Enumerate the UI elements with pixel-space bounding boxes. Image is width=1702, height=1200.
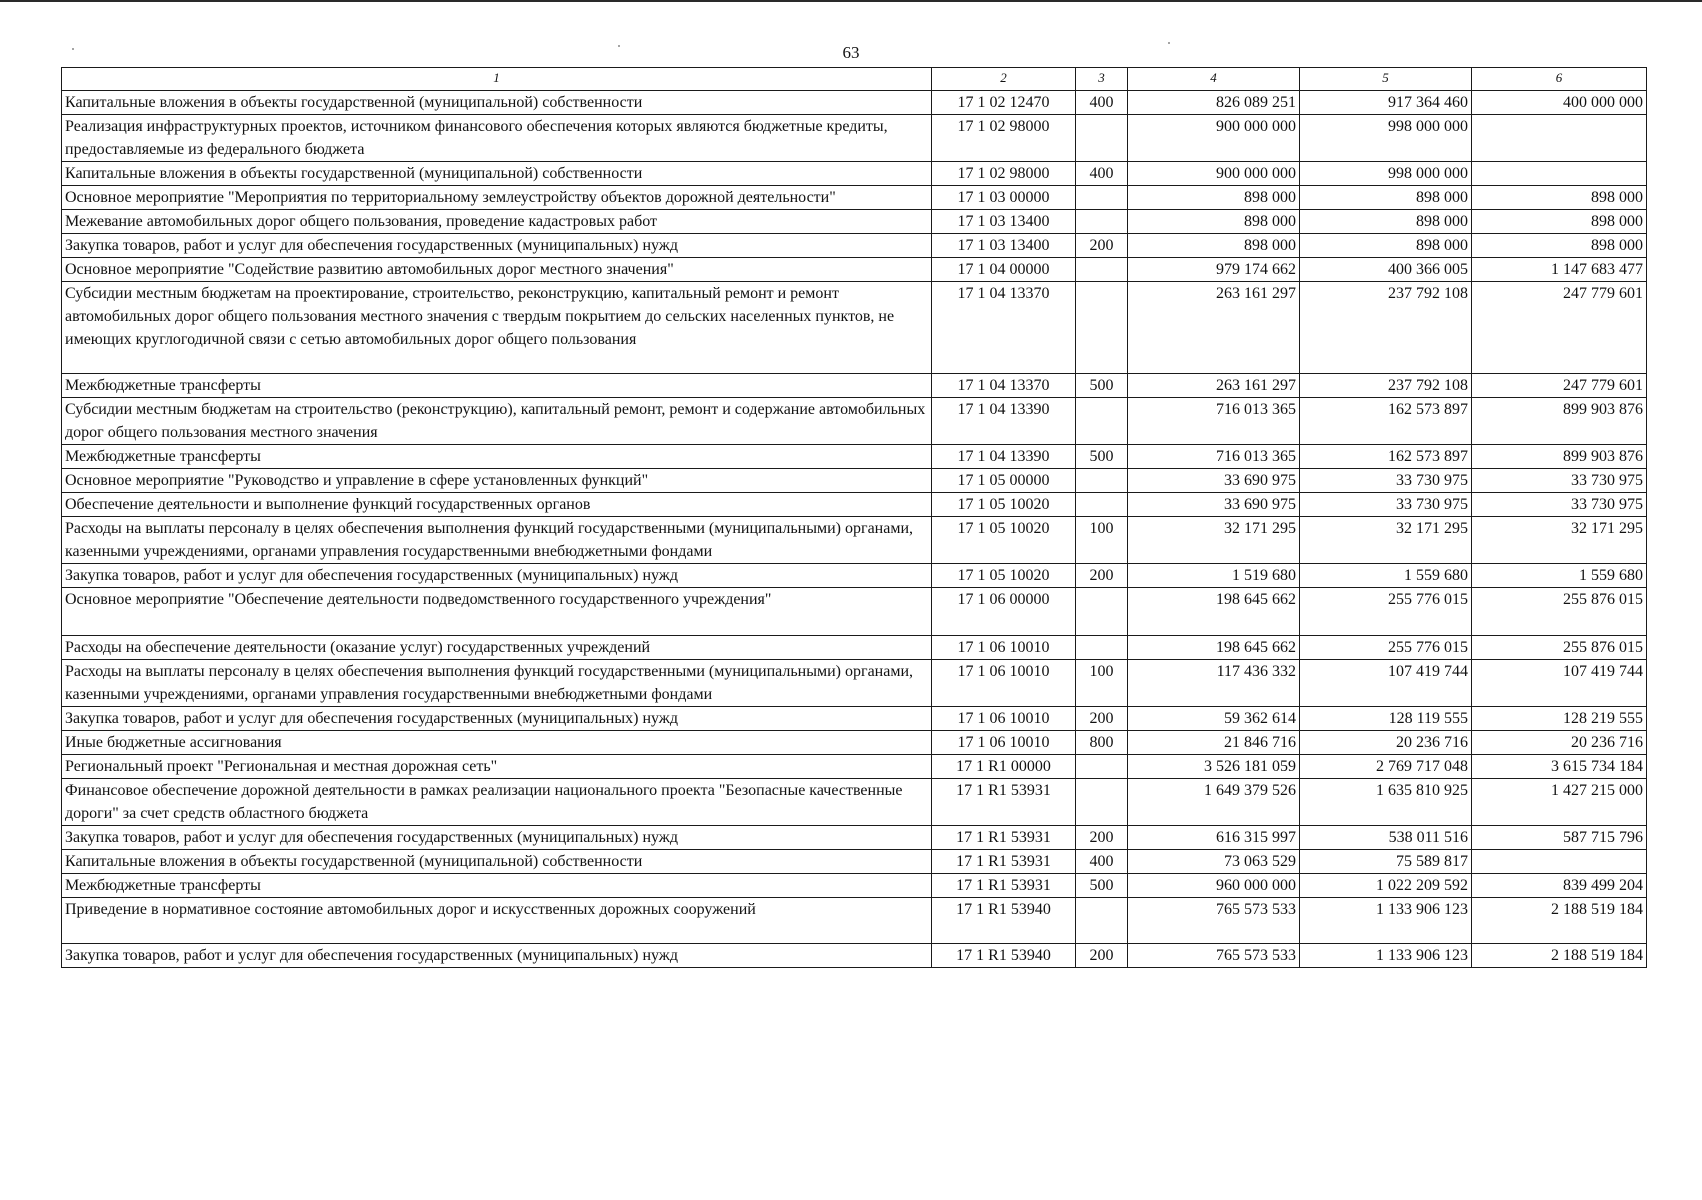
header-col-2: 2 [932, 68, 1076, 91]
row-name-cell: Межбюджетные трансферты [62, 374, 932, 398]
table-row [62, 234, 1647, 258]
row-amount-col4-cell: 1 649 379 526 [1128, 779, 1300, 826]
row-name-cell: Закупка товаров, работ и услуг для обеспечения государственных (муниципальных) нужд [62, 826, 932, 850]
row-expense-type-cell: 500 [1076, 445, 1128, 469]
row-expense-type-cell [1076, 898, 1128, 944]
row-expense-type-cell: 200 [1076, 944, 1128, 968]
page-number: 63 [842, 43, 860, 62]
table-row [62, 162, 1647, 186]
row-expense-type-cell: 200 [1076, 234, 1128, 258]
row-amount-col5-cell: 128 119 555 [1300, 707, 1472, 731]
row-amount-col5-cell: 1 133 906 123 [1300, 898, 1472, 944]
row-amount-col6-cell: 33 730 975 [1472, 493, 1647, 517]
table-row [62, 282, 1647, 374]
row-amount-col5-cell: 162 573 897 [1300, 445, 1472, 469]
table-row [62, 944, 1647, 968]
row-code-cell: 17 1 R1 53940 [932, 944, 1076, 968]
row-expense-type-cell: 100 [1076, 517, 1128, 564]
row-name-cell: Субсидии местным бюджетам на проектирование, строительство, реконструкцию, капитальный ремонт и ремонт автомобильных дорог общего пользования местного значения с твердым покрытием до сельских населенных пунктов, не имеющих круглогодичной связи с сетью автомобильных дорог общего пользования [62, 282, 932, 374]
table-row [62, 826, 1647, 850]
row-name-cell: Закупка товаров, работ и услуг для обеспечения государственных (муниципальных) нужд [62, 564, 932, 588]
row-name-cell: Капитальные вложения в объекты государственной (муниципальной) собственности [62, 91, 932, 115]
row-amount-col5-cell: 1 022 209 592 [1300, 874, 1472, 898]
row-amount-col6-cell: 255 876 015 [1472, 588, 1647, 636]
row-amount-col4-cell: 263 161 297 [1128, 282, 1300, 374]
row-expense-type-cell [1076, 186, 1128, 210]
row-expense-type-cell: 800 [1076, 731, 1128, 755]
row-name-cell: Расходы на выплаты персоналу в целях обеспечения выполнения функций государственными (муниципальными) органами, казенными учреждениями, органами управления государственными внебюджетными фондами [62, 660, 932, 707]
table-row [62, 779, 1647, 826]
row-name-cell: Иные бюджетные ассигнования [62, 731, 932, 755]
row-name-cell: Основное мероприятие "Мероприятия по территориальному землеустройству объектов дорожной деятельности" [62, 186, 932, 210]
table-row [62, 210, 1647, 234]
row-amount-col6-cell [1472, 115, 1647, 162]
row-amount-col6-cell: 3 615 734 184 [1472, 755, 1647, 779]
row-name-cell: Межбюджетные трансферты [62, 874, 932, 898]
scan-top-edge [0, 0, 1702, 2]
row-name-cell: Субсидии местным бюджетам на строительство (реконструкцию), капитальный ремонт, ремонт и содержание автомобильных дорог общего пользования местного значения [62, 398, 932, 445]
budget-table [61, 67, 1647, 968]
row-amount-col6-cell: 107 419 744 [1472, 660, 1647, 707]
table-row [62, 898, 1647, 944]
row-amount-col5-cell: 33 730 975 [1300, 469, 1472, 493]
table-row [62, 374, 1647, 398]
row-name-cell: Приведение в нормативное состояние автомобильных дорог и искусственных дорожных сооружений [62, 898, 932, 944]
row-amount-col5-cell: 33 730 975 [1300, 493, 1472, 517]
row-code-cell: 17 1 R1 53931 [932, 874, 1076, 898]
row-amount-col5-cell: 255 776 015 [1300, 588, 1472, 636]
row-code-cell: 17 1 06 10010 [932, 731, 1076, 755]
row-code-cell: 17 1 R1 53931 [932, 850, 1076, 874]
table-row [62, 115, 1647, 162]
row-amount-col5-cell: 237 792 108 [1300, 374, 1472, 398]
row-name-cell: Межбюджетные трансферты [62, 445, 932, 469]
row-expense-type-cell [1076, 210, 1128, 234]
table-row [62, 636, 1647, 660]
row-amount-col4-cell: 73 063 529 [1128, 850, 1300, 874]
table-row [62, 660, 1647, 707]
row-amount-col6-cell: 1 559 680 [1472, 564, 1647, 588]
row-amount-col6-cell: 128 219 555 [1472, 707, 1647, 731]
row-name-cell: Капитальные вложения в объекты государственной (муниципальной) собственности [62, 850, 932, 874]
row-amount-col5-cell: 998 000 000 [1300, 162, 1472, 186]
row-amount-col4-cell: 33 690 975 [1128, 469, 1300, 493]
row-name-cell: Реализация инфраструктурных проектов, источником финансового обеспечения которых являются бюджетные кредиты, предоставляемые из федерального бюджета [62, 115, 932, 162]
row-amount-col5-cell: 400 366 005 [1300, 258, 1472, 282]
row-expense-type-cell: 200 [1076, 707, 1128, 731]
row-amount-col5-cell: 898 000 [1300, 186, 1472, 210]
row-amount-col5-cell: 538 011 516 [1300, 826, 1472, 850]
row-amount-col4-cell: 900 000 000 [1128, 115, 1300, 162]
row-amount-col5-cell: 1 133 906 123 [1300, 944, 1472, 968]
table-row [62, 707, 1647, 731]
table-row [62, 469, 1647, 493]
row-name-cell: Обеспечение деятельности и выполнение функций государственных органов [62, 493, 932, 517]
row-amount-col6-cell: 255 876 015 [1472, 636, 1647, 660]
table-row [62, 258, 1647, 282]
row-amount-col5-cell: 2 769 717 048 [1300, 755, 1472, 779]
row-code-cell: 17 1 04 00000 [932, 258, 1076, 282]
row-expense-type-cell [1076, 493, 1128, 517]
row-name-cell: Межевание автомобильных дорог общего пользования, проведение кадастровых работ [62, 210, 932, 234]
row-code-cell: 17 1 05 00000 [932, 469, 1076, 493]
row-amount-col4-cell: 898 000 [1128, 186, 1300, 210]
row-amount-col6-cell: 587 715 796 [1472, 826, 1647, 850]
row-code-cell: 17 1 06 10010 [932, 660, 1076, 707]
row-amount-col4-cell: 765 573 533 [1128, 944, 1300, 968]
table-body [62, 91, 1647, 968]
row-expense-type-cell: 400 [1076, 91, 1128, 115]
row-name-cell: Капитальные вложения в объекты государственной (муниципальной) собственности [62, 162, 932, 186]
row-name-cell: Основное мероприятие "Обеспечение деятельности подведомственного государственного учреждения" [62, 588, 932, 636]
table-header-row [62, 68, 1647, 91]
row-expense-type-cell [1076, 115, 1128, 162]
table-row [62, 91, 1647, 115]
row-expense-type-cell: 200 [1076, 826, 1128, 850]
row-amount-col5-cell: 1 635 810 925 [1300, 779, 1472, 826]
row-code-cell: 17 1 04 13370 [932, 374, 1076, 398]
row-expense-type-cell: 400 [1076, 162, 1128, 186]
row-code-cell: 17 1 04 13390 [932, 398, 1076, 445]
row-amount-col4-cell: 198 645 662 [1128, 636, 1300, 660]
row-amount-col6-cell: 1 427 215 000 [1472, 779, 1647, 826]
row-amount-col6-cell [1472, 850, 1647, 874]
row-amount-col6-cell: 898 000 [1472, 234, 1647, 258]
row-amount-col5-cell: 107 419 744 [1300, 660, 1472, 707]
row-amount-col6-cell: 839 499 204 [1472, 874, 1647, 898]
table-row [62, 493, 1647, 517]
row-expense-type-cell: 100 [1076, 660, 1128, 707]
table-row [62, 588, 1647, 636]
header-col-1: 1 [62, 68, 932, 91]
row-amount-col6-cell: 32 171 295 [1472, 517, 1647, 564]
row-code-cell: 17 1 05 10020 [932, 517, 1076, 564]
row-amount-col4-cell: 59 362 614 [1128, 707, 1300, 731]
row-amount-col4-cell: 616 315 997 [1128, 826, 1300, 850]
row-expense-type-cell [1076, 282, 1128, 374]
table-row [62, 445, 1647, 469]
row-code-cell: 17 1 04 13390 [932, 445, 1076, 469]
row-amount-col5-cell: 75 589 817 [1300, 850, 1472, 874]
row-expense-type-cell: 500 [1076, 874, 1128, 898]
table-row [62, 186, 1647, 210]
header-col-3: 3 [1076, 68, 1128, 91]
row-amount-col6-cell: 899 903 876 [1472, 445, 1647, 469]
row-expense-type-cell [1076, 258, 1128, 282]
row-name-cell: Основное мероприятие "Содействие развитию автомобильных дорог местного значения" [62, 258, 932, 282]
row-amount-col6-cell: 898 000 [1472, 186, 1647, 210]
row-name-cell: Региональный проект "Региональная и местная дорожная сеть" [62, 755, 932, 779]
row-code-cell: 17 1 04 13370 [932, 282, 1076, 374]
row-expense-type-cell [1076, 636, 1128, 660]
table-row [62, 850, 1647, 874]
row-amount-col5-cell: 237 792 108 [1300, 282, 1472, 374]
row-code-cell: 17 1 R1 53940 [932, 898, 1076, 944]
row-amount-col6-cell: 247 779 601 [1472, 374, 1647, 398]
row-amount-col5-cell: 998 000 000 [1300, 115, 1472, 162]
row-amount-col4-cell: 765 573 533 [1128, 898, 1300, 944]
row-amount-col4-cell: 33 690 975 [1128, 493, 1300, 517]
row-amount-col6-cell [1472, 162, 1647, 186]
row-expense-type-cell [1076, 779, 1128, 826]
row-code-cell: 17 1 06 10010 [932, 636, 1076, 660]
row-amount-col6-cell: 400 000 000 [1472, 91, 1647, 115]
row-amount-col6-cell: 2 188 519 184 [1472, 944, 1647, 968]
row-code-cell: 17 1 03 00000 [932, 186, 1076, 210]
row-expense-type-cell: 400 [1076, 850, 1128, 874]
row-name-cell: Финансовое обеспечение дорожной деятельности в рамках реализации национального проекта "Безопасные качественные дороги" за счет средств областного бюджета [62, 779, 932, 826]
row-name-cell: Основное мероприятие "Руководство и управление в сфере установленных функций" [62, 469, 932, 493]
row-name-cell: Закупка товаров, работ и услуг для обеспечения государственных (муниципальных) нужд [62, 944, 932, 968]
row-name-cell: Расходы на выплаты персоналу в целях обеспечения выполнения функций государственными (муниципальными) органами, казенными учреждениями, органами управления государственными внебюджетными фондами [62, 517, 932, 564]
row-amount-col5-cell: 1 559 680 [1300, 564, 1472, 588]
table-row [62, 398, 1647, 445]
row-amount-col4-cell: 716 013 365 [1128, 445, 1300, 469]
row-name-cell: Закупка товаров, работ и услуг для обеспечения государственных (муниципальных) нужд [62, 234, 932, 258]
table-row [62, 731, 1647, 755]
table-row [62, 755, 1647, 779]
row-name-cell: Расходы на обеспечение деятельности (оказание услуг) государственных учреждений [62, 636, 932, 660]
row-amount-col4-cell: 263 161 297 [1128, 374, 1300, 398]
row-amount-col5-cell: 917 364 460 [1300, 91, 1472, 115]
row-amount-col4-cell: 979 174 662 [1128, 258, 1300, 282]
row-code-cell: 17 1 02 98000 [932, 115, 1076, 162]
row-code-cell: 17 1 05 10020 [932, 493, 1076, 517]
table-row [62, 874, 1647, 898]
row-amount-col4-cell: 32 171 295 [1128, 517, 1300, 564]
row-amount-col4-cell: 1 519 680 [1128, 564, 1300, 588]
row-amount-col4-cell: 716 013 365 [1128, 398, 1300, 445]
row-amount-col4-cell: 21 846 716 [1128, 731, 1300, 755]
row-expense-type-cell [1076, 755, 1128, 779]
row-amount-col5-cell: 32 171 295 [1300, 517, 1472, 564]
row-amount-col4-cell: 898 000 [1128, 210, 1300, 234]
row-amount-col4-cell: 898 000 [1128, 234, 1300, 258]
row-amount-col4-cell: 198 645 662 [1128, 588, 1300, 636]
row-amount-col5-cell: 162 573 897 [1300, 398, 1472, 445]
row-amount-col4-cell: 117 436 332 [1128, 660, 1300, 707]
row-amount-col6-cell: 2 188 519 184 [1472, 898, 1647, 944]
row-code-cell: 17 1 06 10010 [932, 707, 1076, 731]
row-code-cell: 17 1 03 13400 [932, 234, 1076, 258]
table-row [62, 564, 1647, 588]
row-amount-col6-cell: 1 147 683 477 [1472, 258, 1647, 282]
row-amount-col6-cell: 899 903 876 [1472, 398, 1647, 445]
row-amount-col6-cell: 20 236 716 [1472, 731, 1647, 755]
row-expense-type-cell [1076, 398, 1128, 445]
row-amount-col4-cell: 826 089 251 [1128, 91, 1300, 115]
row-expense-type-cell: 500 [1076, 374, 1128, 398]
row-amount-col6-cell: 898 000 [1472, 210, 1647, 234]
header-col-4: 4 [1128, 68, 1300, 91]
row-amount-col5-cell: 898 000 [1300, 210, 1472, 234]
row-amount-col5-cell: 898 000 [1300, 234, 1472, 258]
row-code-cell: 17 1 R1 53931 [932, 826, 1076, 850]
row-code-cell: 17 1 03 13400 [932, 210, 1076, 234]
row-amount-col4-cell: 900 000 000 [1128, 162, 1300, 186]
row-amount-col5-cell: 20 236 716 [1300, 731, 1472, 755]
row-amount-col6-cell: 33 730 975 [1472, 469, 1647, 493]
row-amount-col4-cell: 3 526 181 059 [1128, 755, 1300, 779]
row-amount-col4-cell: 960 000 000 [1128, 874, 1300, 898]
row-amount-col5-cell: 255 776 015 [1300, 636, 1472, 660]
row-expense-type-cell [1076, 588, 1128, 636]
row-code-cell: 17 1 R1 53931 [932, 779, 1076, 826]
row-expense-type-cell [1076, 469, 1128, 493]
row-code-cell: 17 1 05 10020 [932, 564, 1076, 588]
row-code-cell: 17 1 02 98000 [932, 162, 1076, 186]
table-row [62, 517, 1647, 564]
header-col-6: 6 [1472, 68, 1647, 91]
header-col-5: 5 [1300, 68, 1472, 91]
row-expense-type-cell: 200 [1076, 564, 1128, 588]
row-code-cell: 17 1 02 12470 [932, 91, 1076, 115]
row-code-cell: 17 1 06 00000 [932, 588, 1076, 636]
row-name-cell: Закупка товаров, работ и услуг для обеспечения государственных (муниципальных) нужд [62, 707, 932, 731]
row-amount-col6-cell: 247 779 601 [1472, 282, 1647, 374]
row-code-cell: 17 1 R1 00000 [932, 755, 1076, 779]
